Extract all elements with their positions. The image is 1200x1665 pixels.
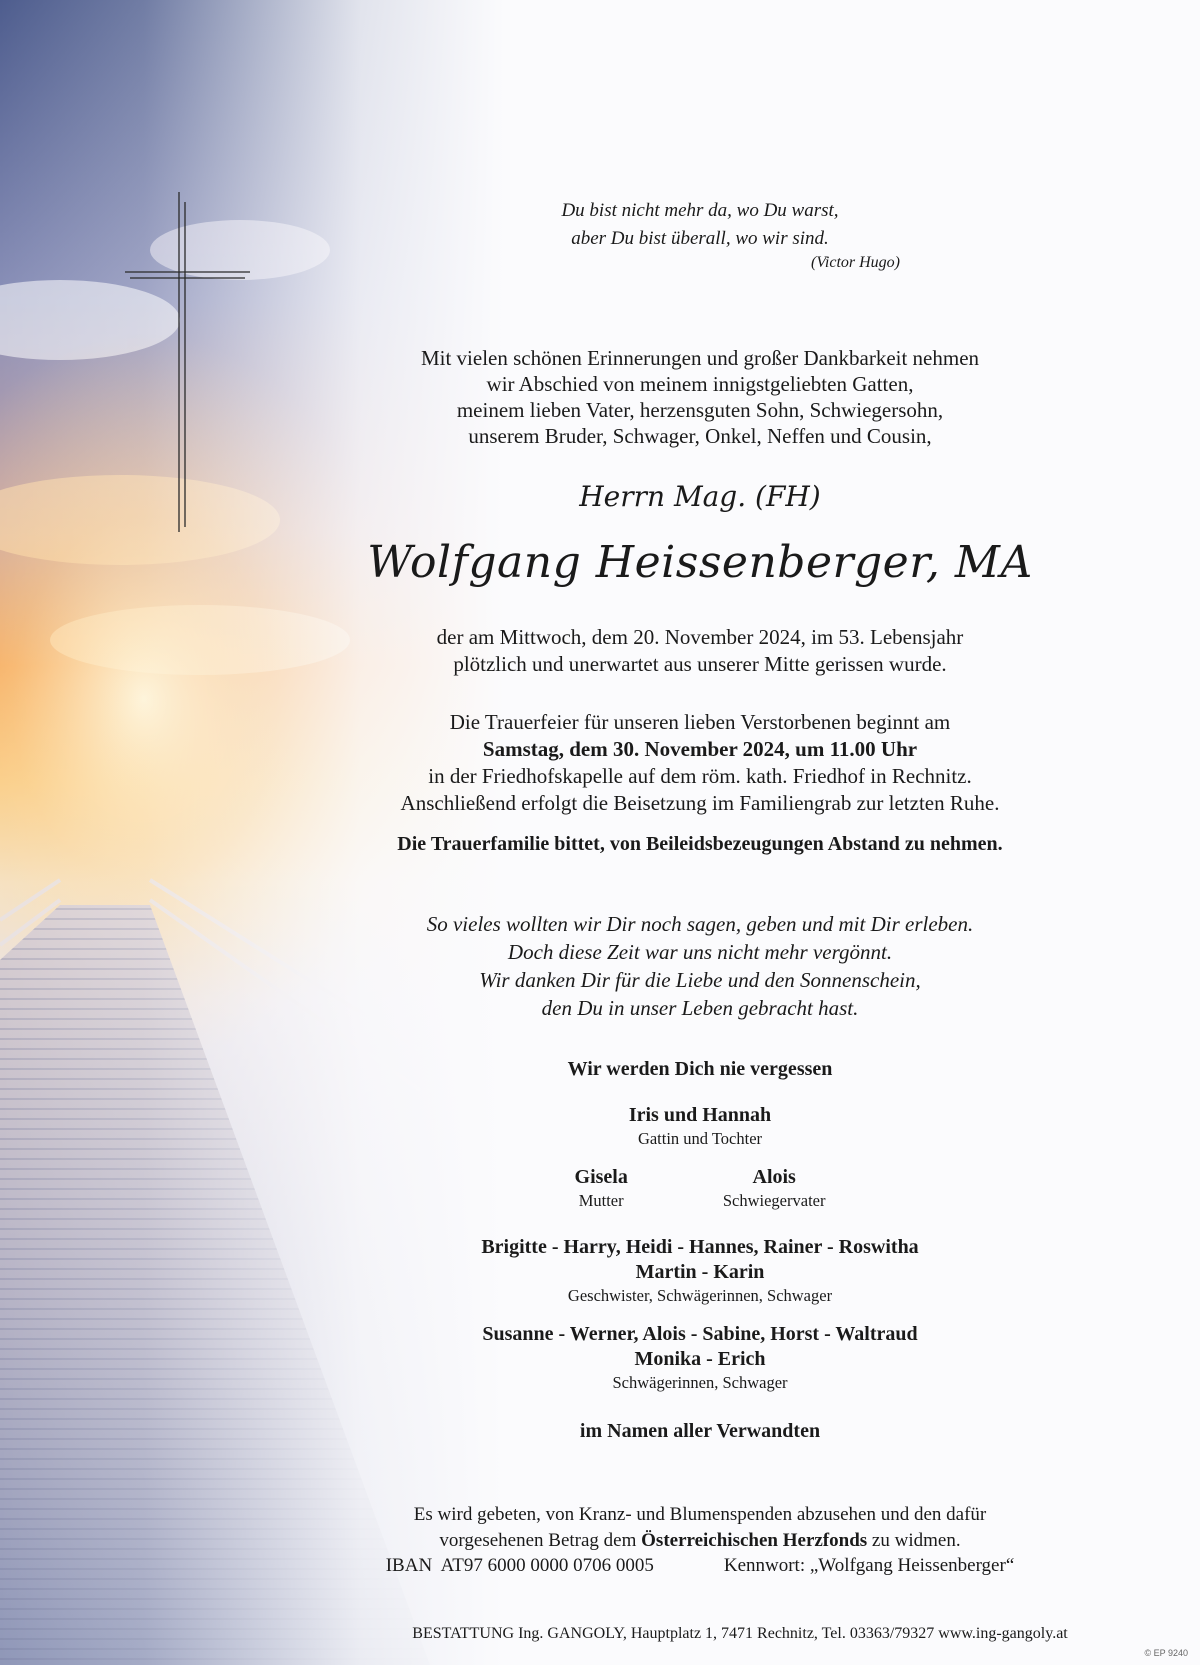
intro-line: unserem Bruder, Schwager, Onkel, Neffen und Cousin,	[468, 424, 932, 448]
mourner-parents-row	[300, 1165, 1100, 1211]
print-code: © EP 9240	[1144, 1648, 1188, 1658]
mourner-group	[300, 1235, 1100, 1306]
intro-line: meinem lieben Vater, herzensguten Sohn, Schwiegersohn,	[456, 398, 944, 422]
obituary-content	[300, 0, 1100, 1665]
mourner-group	[575, 1165, 628, 1211]
intro-line: Mit vielen schönen Erinnerungen und großer Dankbarkeit nehmen	[420, 346, 980, 370]
ceremony-line: in der Friedhofskapelle auf dem röm. kath. Friedhof in Rechnitz.	[428, 764, 972, 788]
deceased-title: Herrn Mag. (FH)	[579, 480, 821, 513]
never-forget: Wir werden Dich nie vergessen	[567, 1058, 833, 1080]
mourner-relation: Gattin und Tochter	[637, 1129, 763, 1148]
quote	[300, 197, 1100, 253]
donation-request	[300, 1502, 1100, 1554]
mourner-group	[723, 1165, 826, 1211]
iban: IBAN AT97 6000 0000 0706 0005	[385, 1555, 654, 1576]
ceremony-info	[300, 709, 1100, 817]
donation-prefix: vorgesehenen Betrag dem	[439, 1530, 642, 1551]
ceremony-line: Anschließend erfolgt die Beisetzung im Familiengrab zur letzten Ruhe.	[400, 791, 1000, 815]
poem-line: So vieles wollten wir Dir noch sagen, geben und mit Dir erleben.	[426, 912, 974, 936]
poem-line: den Du in unser Leben gebracht hast.	[541, 996, 859, 1020]
death-line: plötzlich und unerwartet aus unserer Mitte gerissen wurde.	[453, 652, 947, 676]
donation-line	[300, 1528, 1100, 1554]
bank-details	[300, 1555, 1100, 1577]
poem-line: Doch diese Zeit war uns nicht mehr vergönnt.	[507, 940, 893, 964]
quote-line: aber Du bist überall, wo wir sind.	[571, 228, 829, 249]
death-line: der am Mittwoch, dem 20. November 2024, im 53. Lebensjahr	[436, 625, 964, 649]
mourner-group	[300, 1322, 1100, 1393]
condolence-request: Die Trauerfamilie bittet, von Beileidsbezeugungen Abstand zu nehmen.	[397, 833, 1003, 855]
mourner-names: Susanne - Werner, Alois - Sabine, Horst - Waltraud	[482, 1323, 918, 1345]
mourner-names: Gisela	[574, 1166, 628, 1188]
donation-suffix: zu widmen.	[867, 1530, 961, 1551]
deceased-name: Wolfgang Heissenberger, MA	[367, 537, 1033, 588]
mourner-relation: Geschwister, Schwägerinnen, Schwager	[567, 1286, 833, 1305]
mourner-names: Brigitte - Harry, Heidi - Hannes, Rainer - Roswitha	[481, 1236, 919, 1258]
mourner-names: Iris und Hannah	[628, 1104, 772, 1126]
ceremony-date	[300, 736, 1100, 763]
quote-line: Du bist nicht mehr da, wo Du warst,	[561, 200, 839, 221]
intro-line: wir Abschied von meinem innigstgeliebten Gatten,	[486, 372, 914, 396]
mourner-relation: Schwägerinnen, Schwager	[612, 1373, 788, 1392]
mourner-names: Monika - Erich	[634, 1348, 766, 1370]
mourner-group	[300, 1103, 1100, 1149]
charity-name: Österreichischen Herzfonds	[641, 1530, 868, 1551]
mourner-relation: Mutter	[578, 1191, 624, 1210]
ceremony-date-bold: Samstag, dem 30. November 2024, um 11.00 Uhr	[482, 737, 918, 761]
poem	[300, 910, 1100, 1022]
quote-author: (Victor Hugo)	[810, 254, 900, 271]
mourner-names: Martin - Karin	[635, 1261, 765, 1283]
mourner-names: Alois	[752, 1166, 796, 1188]
poem-line: Wir danken Dir für die Liebe und den Sonnenschein,	[479, 968, 921, 992]
ceremony-line: Die Trauerfeier für unseren lieben Verstorbenen beginnt am	[449, 710, 951, 734]
closing-line: im Namen aller Verwandten	[579, 1420, 821, 1442]
keyword: Kennwort: „Wolfgang Heissenberger“	[723, 1555, 1015, 1576]
donation-line: Es wird gebeten, von Kranz- und Blumenspenden abzusehen und den dafür	[413, 1504, 987, 1525]
cross-icon	[125, 192, 255, 532]
intro-text	[300, 345, 1100, 449]
funeral-home-footer: BESTATTUNG Ing. GANGOLY, Hauptplatz 1, 7471 Rechnitz, Tel. 03363/79327 www.ing-gangoly.at	[412, 1625, 1068, 1642]
death-notice	[300, 624, 1100, 678]
mourner-relation: Schwiegervater	[722, 1191, 826, 1210]
